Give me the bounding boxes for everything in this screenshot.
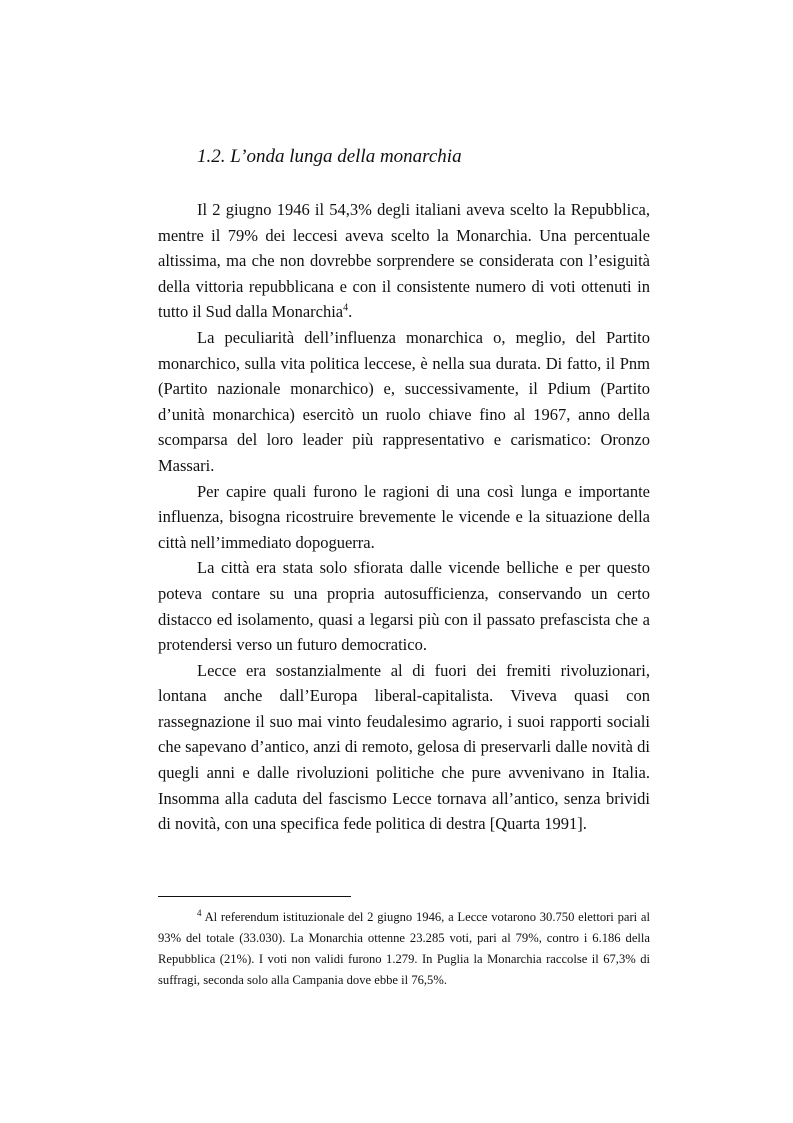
footnote-separator (158, 896, 351, 897)
footnote-number: 4 (197, 907, 202, 918)
paragraph-text: Il 2 giugno 1946 il 54,3% degli italiani aveva scelto la Repubblica, mentre il 79% dei leccesi aveva scelto la Monarchia. Una percentuale altissima, ma che non dovrebbe sorprendere se considerata con l’esiguità della vittoria repubblicana e con il consistente numero di voti ottenuti in tutto il Sud dalla Monarchia (158, 200, 650, 322)
paragraph: La peculiarità dell’influenza monarchica o, meglio, del Partito monarchico, sulla vita politica leccese, è nella sua durata. Di fatto, il Pnm (Partito nazionale monarchico) e, successivamente, il Pdium (Partito d’unità monarchica) esercitò un ruolo chiave fino al 1967, anno della scomparsa del loro leader più rappresentativo e carismatico: Oronzo Massari. (158, 327, 650, 475)
section-title: 1.2. L’onda lunga della monarchia (197, 146, 462, 167)
footnote-text: Al referendum istituzionale del 2 giugno 1946, a Lecce votarono 30.750 elettori pari al 93% del totale (33.030). La Monarchia ottenne 23.285 voti, pari al 79%, contro i 6.186 della Repubblica (21%). I voti non validi furono 1.279. In Puglia la Monarchia raccolse il 67,3% di suffragi, seconda solo alla Campania dove ebbe il 76,5%. (158, 910, 650, 987)
footnote (158, 907, 650, 991)
paragraph: Lecce era sostanzialmente al di fuori dei fremiti rivoluzionari, lontana anche dall’Europa liberal-capitalista. Viveva quasi con rassegnazione il suo mai vinto feudalesimo agrario, i suoi rapporti sociali che sapevano d’antico, anzi di remoto, gelosa di preservarli dalle novità di quegli anni e dalle rivoluzioni politiche che pure avvenivano in Italia. Insomma alla caduta del fascismo Lecce tornava all’antico, senza brividi di novità, con una specifica fede politica di destra [Quarta 1991]. (158, 660, 650, 834)
paragraph: Per capire quali furono le ragioni di una così lunga e importante influenza, bisogna ricostruire brevemente le vicende e la situazione della città nell’immediato dopoguerra. (158, 481, 650, 552)
footnote-reference[interactable]: 4 (343, 302, 349, 314)
body-text (158, 197, 650, 837)
paragraph: La città era stata solo sfiorata dalle vicende belliche e per questo poteva contare su una propria autosufficienza, conservando un certo distacco ed isolamento, quasi a legarsi più con il passato prefascista che a protendersi verso un futuro democratico. (158, 558, 650, 655)
paragraph-end-punctuation: . (348, 302, 353, 322)
paragraph (158, 197, 650, 325)
